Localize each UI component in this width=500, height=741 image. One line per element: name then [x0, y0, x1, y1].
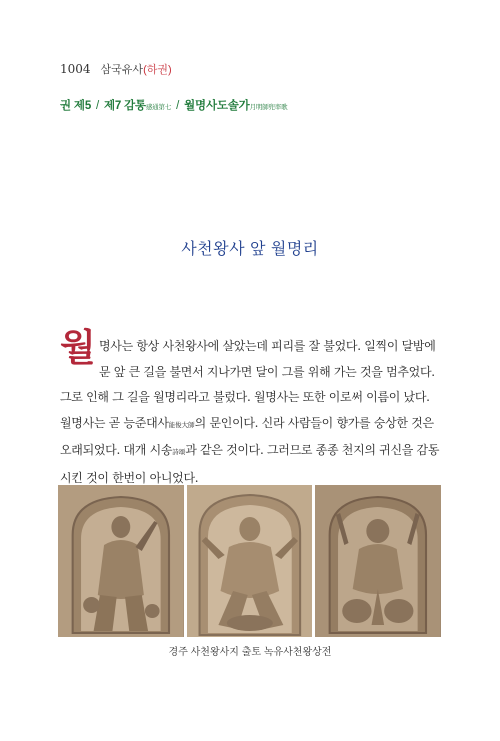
breadcrumb-separator: /	[96, 100, 100, 112]
breadcrumb-volume: 권 제5	[60, 100, 92, 112]
text-line: 명사는 항상 사천왕사에 살았는데 피리를 잘 불었다. 일찍이 달밤에	[99, 339, 436, 353]
tile-photo-left	[58, 485, 184, 637]
text-line: 시킨 것이 한번이 아니었다.	[60, 470, 199, 485]
tile-photo-right	[315, 485, 441, 637]
book-title: 삼국유사	[100, 64, 144, 76]
page-number: 1004	[60, 62, 91, 76]
text-segment: 과 같은 것이다. 그러므로 종종 천지의 귀신을 감동	[185, 443, 440, 457]
chapter-breadcrumb	[60, 97, 287, 113]
volume-label: (하권)	[143, 64, 172, 76]
hanja-gloss: 能俊大師	[168, 420, 195, 429]
section-title: 사천왕사 앞 월명리	[181, 241, 319, 258]
hanja-gloss: 詩頌	[172, 448, 186, 456]
figure-caption: 경주 사천왕사지 출토 녹유사천왕상전	[168, 647, 332, 658]
body-paragraph	[60, 334, 441, 491]
breadcrumb-chapter-hanja: 感通第七	[145, 104, 172, 111]
text-line: 그로 인해 그 길을 월명리라고 불렀다. 월명사는 또한 이로써 이름이 났다.	[60, 390, 430, 404]
drop-cap: 월	[60, 325, 96, 369]
text-segment: 오래되었다. 대개 시송	[60, 443, 173, 457]
breadcrumb-chapter: 제7 감통	[104, 100, 146, 112]
breadcrumb-entry: 월명사도솔가	[184, 100, 250, 112]
text-line	[60, 411, 441, 439]
running-head	[60, 61, 172, 77]
text-segment: 월명사는 곧 능준대사	[60, 415, 169, 430]
breadcrumb-separator: /	[176, 100, 180, 112]
text-line	[60, 438, 441, 466]
text-segment: 의 문인이다. 신라 사람들이 향가를 숭상한 것은	[194, 415, 434, 430]
text-line: 문 앞 큰 길을 불면서 지나가면 달이 그를 위해 가는 것을 멈추었다.	[99, 364, 435, 379]
figure-photos	[58, 485, 441, 637]
tile-photo-center	[187, 485, 313, 637]
breadcrumb-entry-hanja: 月明師兜率歌	[249, 104, 288, 111]
